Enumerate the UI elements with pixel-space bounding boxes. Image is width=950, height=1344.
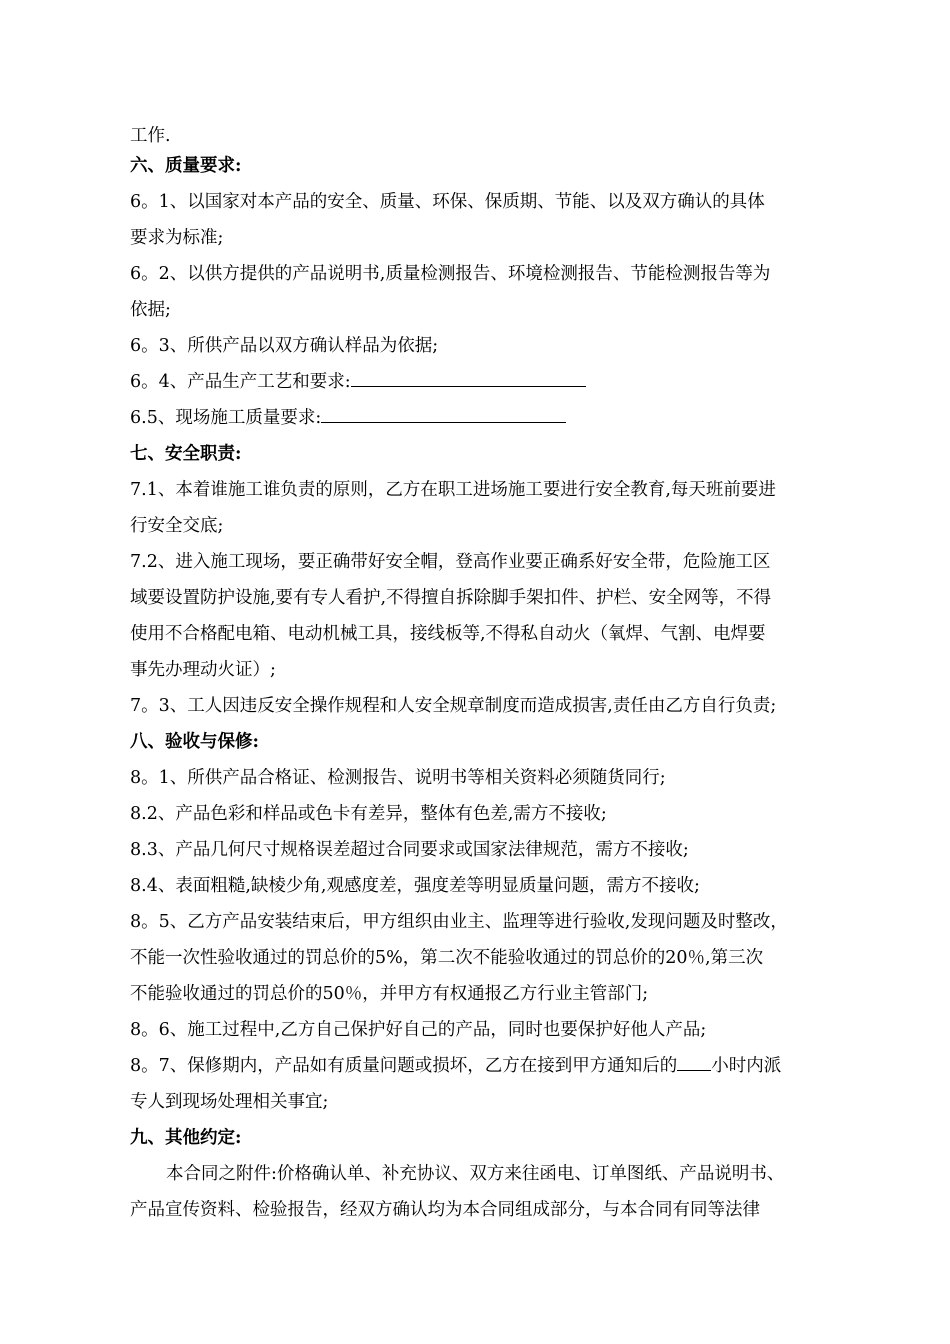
clause-6-1-line-2: 要求为标准; [130, 228, 224, 248]
clause-6-5 [130, 400, 840, 436]
clause-8-5-line-3: 不能验收通过的罚总价的50％，并甲方有权通报乙方行业主管部门; [130, 984, 649, 1004]
section-6-heading: 六、质量要求: [130, 156, 242, 176]
clause-6-5-label: 6.5、现场施工质量要求: [130, 408, 322, 428]
clause-7-2-line-4: 事先办理动火证）; [130, 660, 276, 680]
clause-8-7-line-1 [130, 1048, 840, 1084]
continuation-text: 工作. [130, 126, 171, 146]
clause-7-2-line-2: 域要设置防护设施,要有专人看护,不得擅自拆除脚手架扣件、护栏、安全网等，不得 [130, 588, 772, 608]
clause-7-1-line-1: 7.1、本着谁施工谁负责的原则，乙方在职工进场施工要进行安全教育,每天班前要进 [130, 480, 776, 500]
clause-6-2-line-1: 6。2、以供方提供的产品说明书,质量检测报告、环境检测报告、节能检测报告等为 [130, 264, 771, 284]
clause-8-4: 8.4、表面粗糙,缺棱少角,观感度差，强度差等明显质量问题，需方不接收; [130, 876, 700, 896]
clause-8-3: 8.3、产品几何尺寸规格误差超过合同要求或国家法律规范，需方不接收; [130, 840, 689, 860]
clause-8-6: 8。6、施工过程中,乙方自己保护好自己的产品，同时也要保护好他人产品; [130, 1020, 707, 1040]
clause-6-4 [130, 364, 840, 400]
clause-8-7-text-before: 8。7、保修期内，产品如有质量问题或损坏，乙方在接到甲方通知后的 [130, 1056, 678, 1076]
clause-8-5-line-1: 8。5、乙方产品安装结束后，甲方组织由业主、监理等进行验收,发现问题及时整改， [130, 912, 788, 932]
clause-6-4-label: 6。4、产品生产工艺和要求: [130, 372, 351, 392]
section-9-paragraph-line-2: 产品宣传资料、检验报告，经双方确认均为本合同组成部分，与本合同有同等法律 [130, 1200, 760, 1220]
clause-8-7-line-2: 专人到现场处理相关事宜; [130, 1092, 329, 1112]
fill-in-blank-8-7-hours [677, 1050, 711, 1071]
section-9-heading: 九、其他约定: [130, 1128, 242, 1148]
clause-8-1: 8。1、所供产品合格证、检测报告、说明书等相关资料必须随货同行; [130, 768, 666, 788]
clause-6-2-line-2: 依据; [130, 300, 171, 320]
clause-8-7-text-after: 小时内派 [711, 1056, 782, 1076]
clause-7-1-line-2: 行安全交底; [130, 516, 224, 536]
section-7-heading: 七、安全职责: [130, 444, 242, 464]
clause-7-2-line-1: 7.2、进入施工现场，要正确带好安全帽，登高作业要正确系好安全带，危险施工区 [130, 552, 771, 572]
fill-in-blank-6-4 [351, 366, 586, 387]
clause-6-3: 6。3、所供产品以双方确认样品为依据; [130, 336, 439, 356]
section-9-paragraph-line-1: 本合同之附件:价格确认单、补充协议、双方来往函电、订单图纸、产品说明书、 [166, 1164, 785, 1184]
section-8-heading: 八、验收与保修: [130, 732, 259, 752]
clause-8-2: 8.2、产品色彩和样品或色卡有差异，整体有色差,需方不接收; [130, 804, 607, 824]
clause-7-2-line-3: 使用不合格配电箱、电动机械工具，接线板等,不得私自动火（氧焊、气割、电焊要 [130, 624, 766, 644]
clause-8-5-line-2: 不能一次性验收通过的罚总价的5%，第二次不能验收通过的罚总价的20％,第三次 [130, 948, 764, 968]
fill-in-blank-6-5 [321, 402, 566, 423]
clause-7-3: 7。3、工人因违反安全操作规程和人安全规章制度而造成损害,责任由乙方自行负责; [130, 696, 777, 716]
clause-6-1-line-1: 6。1、以国家对本产品的安全、质量、环保、保质期、节能、以及双方确认的具体 [130, 192, 765, 212]
document-body [130, 124, 840, 1228]
